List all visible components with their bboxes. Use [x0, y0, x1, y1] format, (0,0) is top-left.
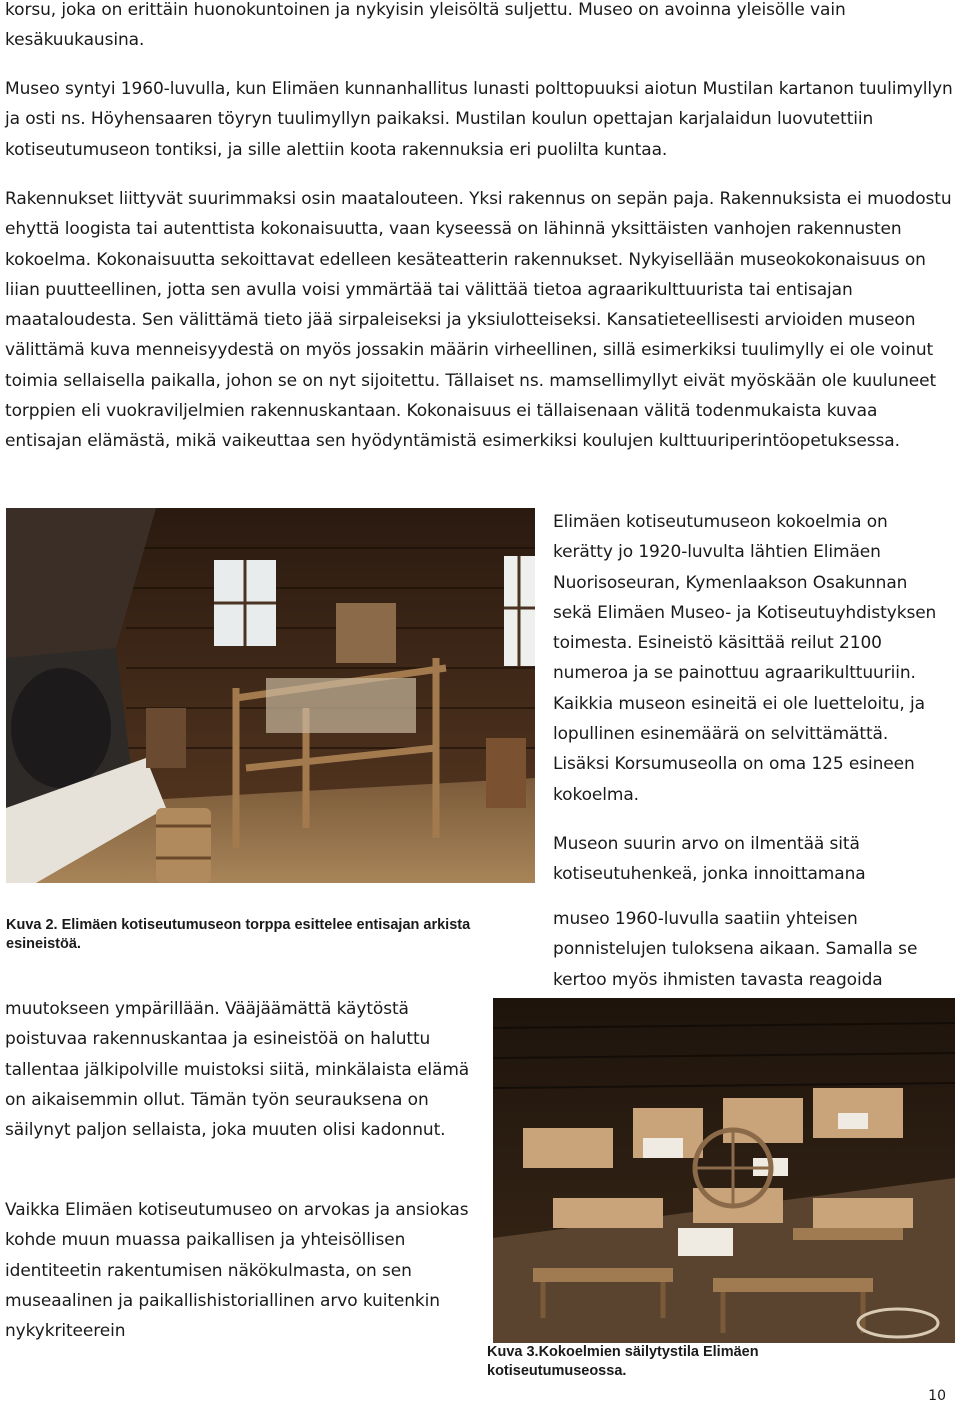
left-column-paragraph-1: muutokseen ympärillään. Vääjäämättä käytöstä poistuvaa rakennuskantaa ja esineistöä on haluttu tallentaa jälkipolville muistoksi siitä, minkälaista elämä on aikaisemmin ollut. Tämän työn seurauksena on säilynyt paljon sellaista, joka muuten olisi kadonnut. [5, 999, 470, 1141]
page-number: 10 [928, 1388, 946, 1404]
intro-paragraph-3: Rakennukset liittyvät suurimmaksi osin maatalouteen. Yksi rakennus on sepän paja. Rakennuksista ei muodostu ehyttä loogista tai autenttista kokonaisuutta, vaan kyseessä on lähinnä yksittäisten vanhojen rakennusten kokoelma. Kokonaisuutta sekoittavat edelleen kesäteatterin rakennukset. Nykyisellään museokokonaisuus on liian puutteellinen, jotta sen avulla voisi ymmärtää tai välittää tietoa agraarikulttuurista tai entisajan maataloudesta. Sen välittämä tieto jää sirpaleiseksi ja yksiulotteiseksi. Kansatieteellisesti arvioiden museon välittämä kuva menneisyydestä on myös jossakin määrin virheellinen, sillä esimerkiksi tuulimylly ei ole voinut toimia sellaisella paikalla, johon se on nyt sijoitettu. Tällaiset ns. mamsellimyllyt eivät myöskään ole kuuluneet torppien eli vuokraviljelmien rakennuskantaan. Kokonaisuus ei tällaisenaan välitä todenmukaista kuvaa entisajan elämästä, mikä vaikeuttaa sen hyödyntämistä esimerkiksi koulujen kulttuuriperintöopetuksessa. [5, 189, 952, 452]
intro-paragraph-1: korsu, joka on erittäin huonokuntoinen ja nykyisin yleisöltä suljettu. Museo on avoinna yleisölle vain kesäkuukausina. [5, 0, 846, 51]
right-column-paragraph-1: Elimäen kotiseutumuseon kokoelmia on kerätty jo 1920-luvulta lähtien Elimäen Nuorisoseuran, Kymenlaakson Osakunnan sekä Elimäen Museo- ja Kotiseutuyhdistyksen toimesta. Esineistö käsittää reilut 2100 numeroa ja se painottuu agraarikulttuuriin. Kaikkia museon esineitä ei ole luetteloitu, ja lopullinen esinemäärä on selvittämättä. Lisäksi Korsumuseolla on oma 125 esineen kokoelma. [553, 512, 937, 805]
left-column-paragraph-2: Vaikka Elimäen kotiseutumuseo on arvokas ja ansiokas kohde muun muassa paikallisen ja yhteisöllisen identiteetin rakentumisen näkökulmasta, on sen museaalinen ja paikallishistoriallinen arvo kuitenkin nykykriteerein [5, 1200, 469, 1342]
right-column-paragraph-2a: Museon suurin arvo on ilmentää sitä kotiseutuhenkeä, jonka innoittamana [553, 834, 866, 885]
kuva-3-caption: Kuva 3.Kokoelmien säilytystila Elimäen kotiseutumuseossa. [487, 1344, 759, 1379]
kuva-2-caption: Kuva 2. Elimäen kotiseutumuseon torppa esittelee entisajan arkista esineistöä. [6, 917, 471, 952]
kuva-3-photo [493, 998, 955, 1343]
intro-paragraph-2: Museo syntyi 1960-luvulla, kun Elimäen kunnanhallitus lunasti polttopuuksi aiotun Mustilan kartanon tuulimyllyn ja osti ns. Höyhensaaren töyryn tuulimyllyn paikaksi. Mustilan koulun opettajan karjalaidun luovutettiin kotiseutumuseon tontiksi, ja sille alettiin koota rakennuksia eri puolilta kuntaa. [5, 79, 953, 160]
kuva-2-photo [6, 508, 535, 883]
right-column-paragraph-2b: museo 1960-luvulla saatiin yhteisen ponnistelujen tuloksena aikaan. Samalla se kertoo myös ihmisten tavasta reagoida [553, 909, 918, 990]
